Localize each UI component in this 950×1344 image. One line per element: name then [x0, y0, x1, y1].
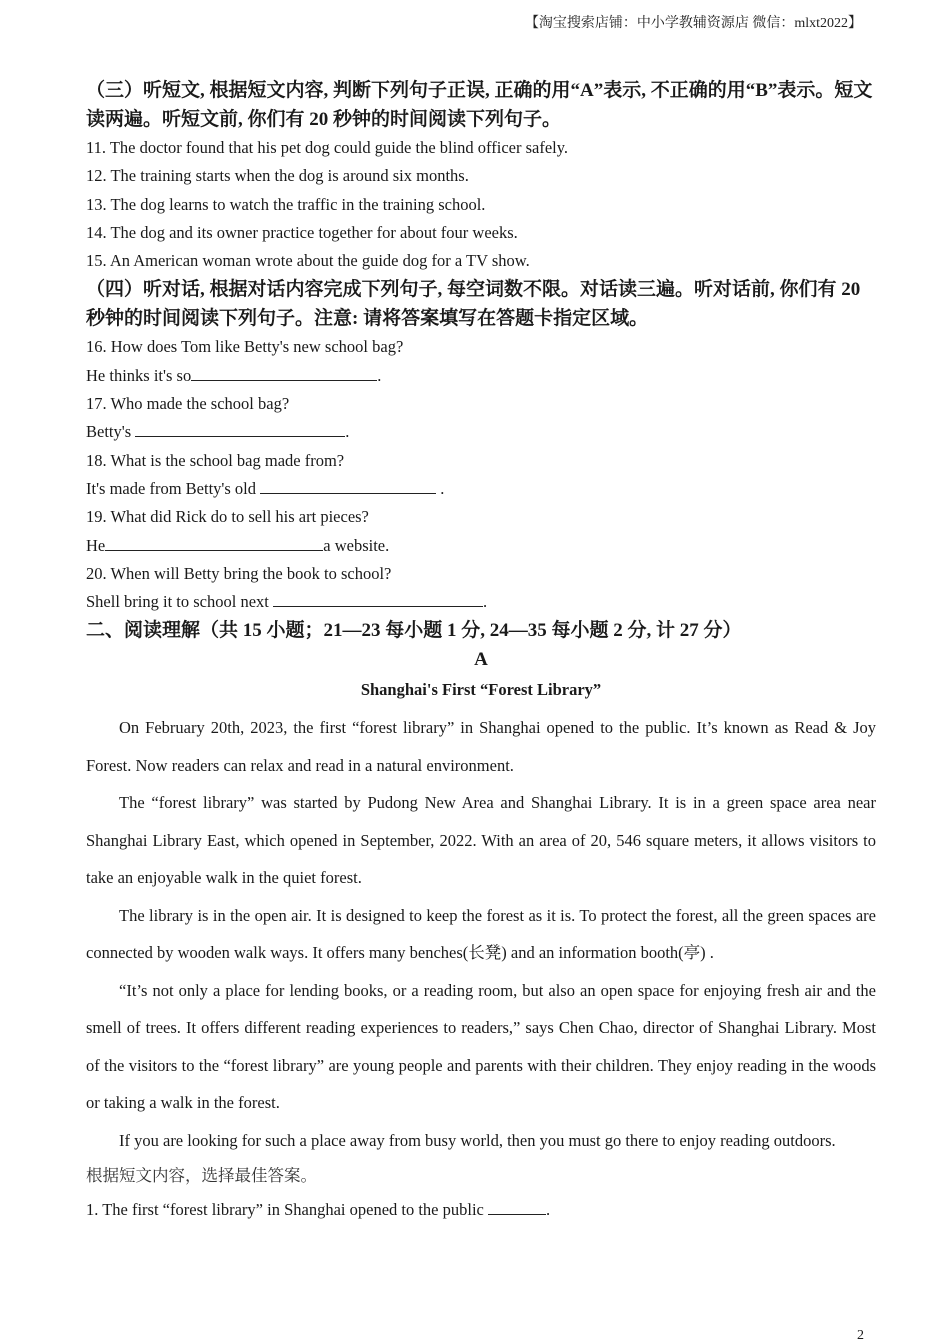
answer-20-prefix: Shell bring it to school next — [86, 592, 273, 612]
part2-title: 二、阅读理解（共 15 小题；21—23 每小题 1 分, 24—35 每小题 2 分, 计 27 分） — [86, 620, 742, 642]
answer-20-blank[interactable] — [273, 591, 483, 607]
answer-16 — [86, 362, 876, 390]
answer-17-blank[interactable] — [135, 421, 345, 437]
reading-question-1-text: 1. The first “forest library” in Shanghai opened to the public — [86, 1200, 489, 1220]
answer-19-prefix: He — [86, 535, 106, 555]
question-12: 12. The training starts when the dog is around six months. — [86, 166, 469, 186]
page-content — [86, 76, 876, 1227]
question-19: 19. What did Rick do to sell his art pieces? — [86, 507, 369, 527]
paragraph-3: The library is in the open air. It is designed to keep the forest as it is. To protect the forest, all the green spaces are connected by wooden walk ways. It offers many benches(长凳) and an information booth(亭) . — [86, 905, 876, 963]
reading-question-1 — [86, 1193, 876, 1227]
question-13: 13. The dog learns to watch the traffic in the training school. — [86, 194, 486, 214]
question-20: 20. When will Betty bring the book to school? — [86, 563, 392, 583]
section4-title: （四）听对话, 根据对话内容完成下列句子, 每空词数不限。对话读三遍。听对话前, 你们有 20 秒钟的时间阅读下列句子。注意: 请将答案填写在答题卡指定区域。 — [86, 279, 861, 330]
question-15: 15. An American woman wrote about the guide dog for a TV show. — [86, 251, 530, 271]
page-number: 2 — [857, 1328, 864, 1343]
paragraph-2: The “forest library” was started by Pudong New Area and Shanghai Library. It is in a green space area near Shanghai Library East, which opened in September, 2022. With an area of 20, 546 square meters, it allows visitors to take an enjoyable walk in the quiet forest. — [86, 793, 876, 888]
answer-19-blank[interactable] — [105, 535, 323, 551]
answer-19-suffix: a website. — [323, 535, 390, 555]
answer-18-blank[interactable] — [260, 478, 436, 494]
answer-16-suffix: . — [377, 365, 382, 385]
header-note: 【淘宝搜索店铺：中小学教辅资源店 微信：mlxt2022】 — [524, 16, 862, 31]
answer-19 — [86, 532, 876, 560]
question-16: 16. How does Tom like Betty's new school bag? — [86, 337, 404, 357]
answer-20 — [86, 588, 876, 616]
answer-17-suffix: . — [345, 422, 350, 442]
section3-title: （三）听短文, 根据短文内容, 判断下列句子正误, 正确的用“A”表示, 不正确的用“B”表示。短文读两遍。听短文前, 你们有 20 秒钟的时间阅读下列句子。 — [86, 80, 873, 130]
answer-16-blank[interactable] — [191, 365, 377, 381]
question-18: 18. What is the school bag made from? — [86, 450, 345, 470]
answer-16-prefix: He thinks it's so — [86, 365, 192, 385]
passage-title: Shanghai's First “Forest Library” — [360, 680, 602, 700]
answer-17-prefix: Betty's — [86, 422, 136, 442]
reading-instruction: 根据短文内容，选择最佳答案。 — [86, 1166, 317, 1186]
question-11: 11. The doctor found that his pet dog could guide the blind officer safely. — [86, 138, 569, 157]
answer-20-suffix: . — [483, 592, 488, 612]
reading-question-1-blank[interactable] — [488, 1199, 546, 1215]
passage-letter: A — [474, 649, 488, 671]
paragraph-1: On February 20th, 2023, the first “forest library” in Shanghai opened to the public. It’s known as Read & Joy Forest. Now readers can relax and read in a natural environment. — [86, 718, 876, 775]
answer-18-prefix: It's made from Betty's old — [86, 478, 261, 498]
paragraph-5: If you are looking for such a place away from busy world, then you must go there to enjoy reading outdoors. — [119, 1130, 836, 1150]
paragraph-4: “It’s not only a place for lending books, or a reading room, but also an open space for enjoying fresh air and the smell of trees. It offers different reading experiences to readers,” says Chen Chao, director of Shanghai Library. Most of the visitors to the “forest library” are young people and parents with their children. They enjoy reading in the woods or taking a walk in the forest. — [86, 980, 876, 1113]
answer-18-suffix: . — [436, 478, 445, 498]
answer-18 — [86, 475, 876, 503]
reading-question-1-suffix: . — [546, 1200, 551, 1220]
answer-17 — [86, 418, 876, 446]
question-14: 14. The dog and its owner practice together for about four weeks. — [86, 222, 518, 242]
question-17: 17. Who made the school bag? — [86, 394, 290, 414]
